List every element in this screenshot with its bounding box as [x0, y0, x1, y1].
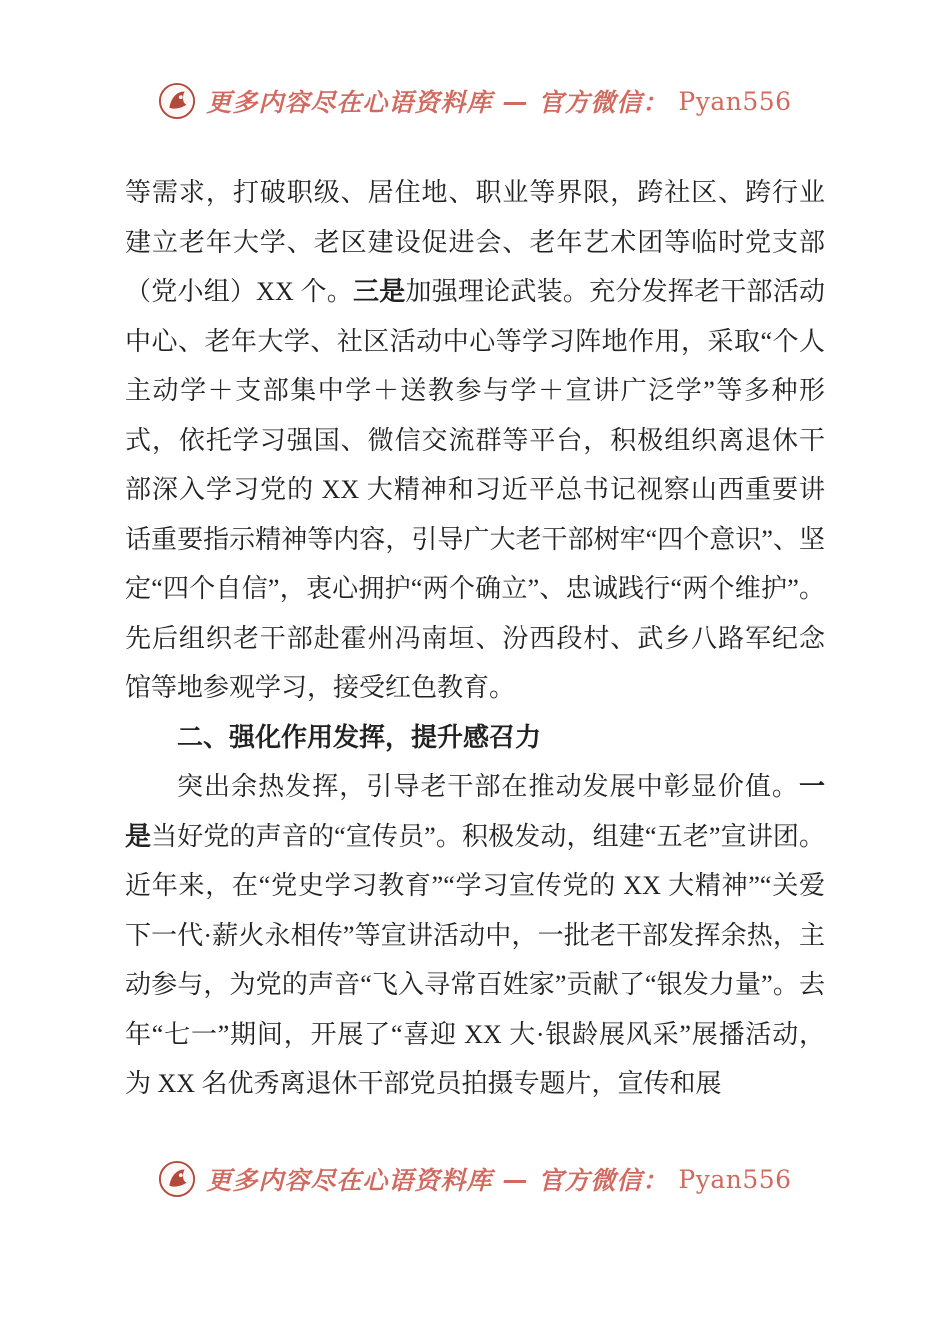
- document-body: [125, 168, 825, 1109]
- text-run: 当好党的声音的“宣传员”。积极发动，组建“五老”宣讲团。近年来，在“党史学习教育”“学习宣传党的 XX 大精神”“关爱下一代·薪火永相传”等宣讲活动中，一批老干部发挥余热，主动参与，为党的声音“飞入寻常百姓家”贡献了“银发力量”。去年“七一”期间，开展了“喜迎 XX 大·银龄展风采”展播活动，为 XX 名优秀离退休干部党员拍摄专题片，宣传和展: [125, 821, 825, 1098]
- watermark-brand-text: 更多内容尽在心语资料库: [206, 1166, 493, 1195]
- watermark-separator: —: [502, 86, 529, 116]
- bold-run: 一是: [125, 771, 825, 851]
- watermark-brand-text: 更多内容尽在心语资料库: [206, 88, 493, 117]
- brand-logo-icon: [158, 1160, 196, 1198]
- footer-watermark: [0, 1160, 950, 1198]
- text-run: 加强理论武装。充分发挥老干部活动中心、老年大学、社区活动中心等学习阵地作用，采取“个人主动学＋支部集中学＋送教参与学＋宣讲广泛学”等多种形式，依托学习强国、微信交流群等平台，积极组织离退休干部深入学习党的 XX 大精神和习近平总书记视察山西重要讲话重要指示精神等内容，引导广大老干部树牢“四个意识”、坚定“四个自信”，衷心拥护“两个确立”、忠诚践行“两个维护”。先后组织老干部赴霍州冯南垣、汾西段村、武乡八路军纪念馆等地参观学习，接受红色教育。: [125, 277, 825, 702]
- watermark-label: 官方微信：: [538, 1166, 669, 1195]
- text-run: 等需求，打破职级、居住地、职业等界限，跨社区、跨行业建立老年大学、老区建设促进会、老年艺术团等临时党支部（党小组）XX 个。: [125, 178, 825, 306]
- bold-run: 三是: [352, 276, 406, 306]
- section-heading: [125, 713, 825, 763]
- brand-logo-icon: [158, 82, 196, 120]
- bold-run: 二、强化作用发挥，提升感召力: [177, 721, 542, 752]
- paragraph: [125, 168, 825, 713]
- watermark-wechat-id: Pyan556: [678, 86, 792, 116]
- paragraph: [125, 762, 825, 1109]
- watermark-label: 官方微信：: [538, 88, 669, 117]
- watermark-separator: —: [502, 1164, 529, 1194]
- text-run: 突出余热发挥，引导老干部在推动发展中彰显价值。: [177, 772, 799, 801]
- header-watermark: [0, 82, 950, 120]
- watermark-wechat-id: Pyan556: [678, 1164, 792, 1194]
